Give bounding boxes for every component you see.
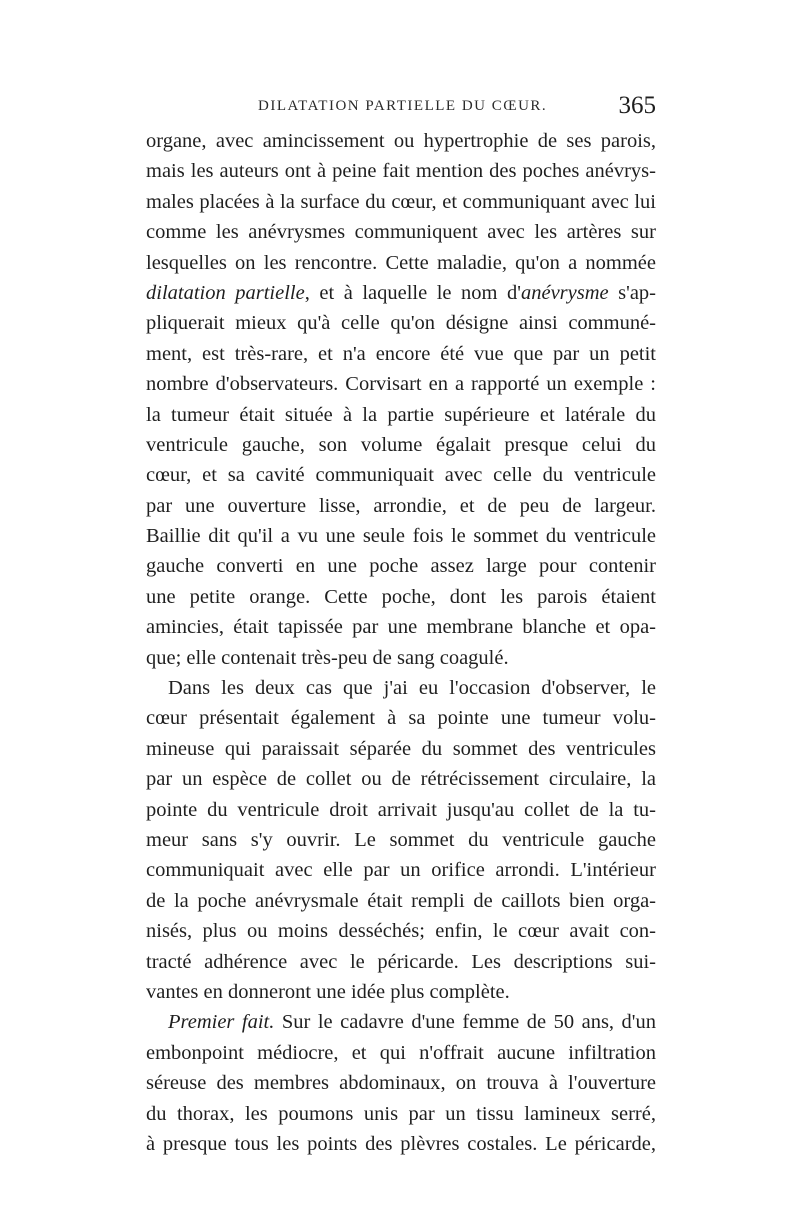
text-line: nombre d'observateurs. Corvisart en a rapporté un exemple : [146, 373, 656, 396]
text-line: communiquait avec elle par un orifice arrondi. L'intérieur [146, 859, 656, 882]
text-line: du thorax, les poumons unis par un tissu lamineux serré, [146, 1102, 656, 1125]
page-number: 365 [618, 92, 656, 119]
text-line: cœur présentait également à sa pointe une tumeur volu- [146, 707, 656, 730]
text-run: , et à laquelle le nom d' [304, 281, 521, 304]
text-line: nisés, plus ou moins desséchés; enfin, le cœur avait con- [146, 920, 656, 943]
text-line: mineuse qui paraissait séparée du sommet des ventricules [146, 737, 656, 760]
text-line: à presque tous les points des plèvres costales. Le péricarde, [146, 1132, 656, 1155]
text-line: pliquerait mieux qu'à celle qu'on désigne ainsi communé- [146, 312, 656, 335]
text-line: comme les anévrysmes communiquent avec les artères sur [146, 221, 656, 244]
text-line: pointe du ventricule droit arrivait jusqu'au collet de la tu- [146, 798, 656, 821]
text-run: Sur le cadavre d'une femme de 50 ans, d'un [274, 1011, 656, 1034]
text-line: mais les auteurs ont à peine fait mention des poches anévrys- [146, 160, 656, 183]
italic-phrase: anévrysme [520, 281, 609, 304]
text-line [146, 1007, 656, 1037]
text-line: cœur, et sa cavité communiquait avec celle du ventricule [146, 464, 656, 487]
text-run: s'ap- [608, 281, 656, 304]
text-line: Dans les deux cas que j'ai eu l'occasion d'observer, le [168, 677, 656, 700]
text-line: Baillie dit qu'il a vu une seule fois le sommet du ventricule [146, 525, 656, 548]
text-line: la tumeur était située à la partie supérieure et latérale du [146, 403, 656, 426]
text-line: embonpoint médiocre, et qui n'offrait aucune infiltration [146, 1041, 656, 1064]
text-line: amincies, était tapissée par une membrane blanche et opa- [146, 616, 656, 639]
text-line: ment, est très-rare, et n'a encore été vue que par un petit [146, 342, 656, 365]
page-header [146, 92, 656, 122]
body-text [146, 126, 656, 1159]
text-line: ventricule gauche, son volume égalait presque celui du [146, 433, 656, 456]
text-line: séreuse des membres abdominaux, on trouva à l'ouverture [146, 1072, 656, 1095]
text-line: une petite orange. Cette poche, dont les parois étaient [146, 585, 656, 608]
text-line: lesquelles on les rencontre. Cette maladie, qu'on a nommée [146, 251, 656, 274]
text-line [146, 278, 656, 308]
text-line: que; elle contenait très-peu de sang coagulé. [146, 646, 509, 669]
text-line: tracté adhérence avec le péricarde. Les descriptions sui- [146, 950, 656, 973]
text-line: vantes en donneront une idée plus complète. [146, 980, 510, 1003]
text-line: par une ouverture lisse, arrondie, et de peu de largeur. [146, 494, 656, 517]
text-line: organe, avec amincissement ou hypertrophie de ses parois, [146, 130, 656, 152]
text-line: par un espèce de collet ou de rétrécissement circulaire, la [146, 768, 656, 791]
text-line: males placées à la surface du cœur, et communiquant avec lui [146, 190, 656, 213]
italic-phrase: dilatation partielle [146, 281, 305, 304]
text-line: gauche converti en une poche assez large pour contenir [146, 555, 656, 578]
italic-phrase: Premier fait. [168, 1011, 275, 1034]
text-line: meur sans s'y ouvrir. Le sommet du ventricule gauche [146, 828, 656, 851]
text-line: de la poche anévrysmale était rempli de caillots bien orga- [146, 889, 656, 912]
running-head: DILATATION PARTIELLE DU CŒUR. [258, 98, 548, 114]
